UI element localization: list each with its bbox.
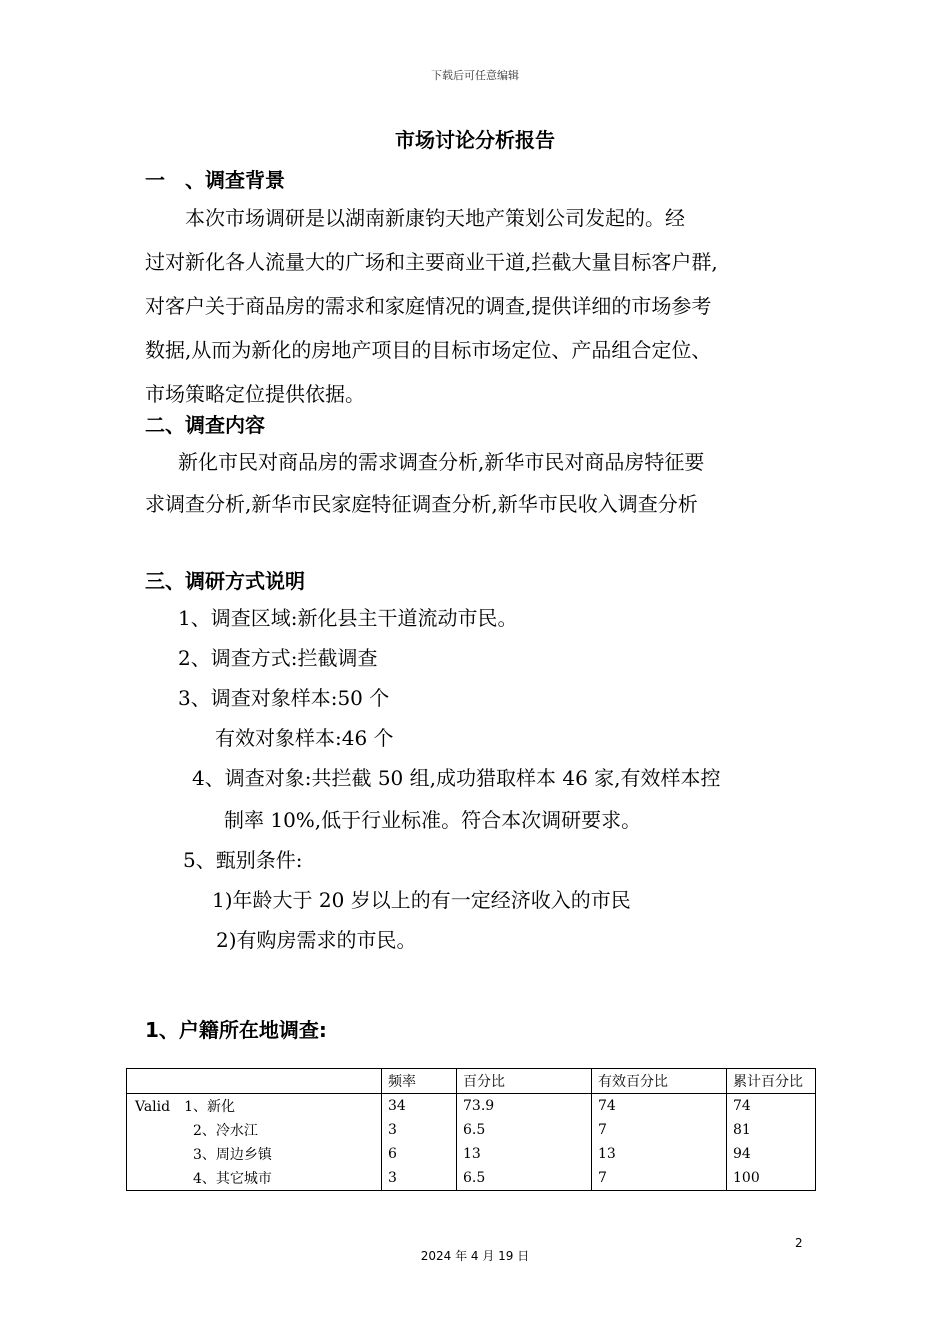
paragraph-line: 对客户关于商品房的需求和家庭情况的调查,提供详细的市场参考 bbox=[145, 294, 712, 318]
table-cell: 3、周边乡镇 bbox=[127, 1142, 382, 1166]
household-table bbox=[126, 1068, 816, 1191]
paragraph-line: 过对新化各人流量大的广场和主要商业干道,拦截大量目标客户群, bbox=[145, 250, 718, 274]
method-subitem: 2)有购房需求的市民。 bbox=[216, 928, 417, 952]
table-cell: 7 bbox=[592, 1118, 727, 1142]
table-cell: 6.5 bbox=[457, 1166, 592, 1191]
content-line: 求调查分析,新华市民家庭特征调查分析,新华市民收入调查分析 bbox=[145, 492, 698, 516]
page-number: 2 bbox=[795, 1236, 803, 1250]
table-row bbox=[127, 1094, 816, 1119]
table-cell: 34 bbox=[382, 1094, 457, 1119]
table-cell: 74 bbox=[727, 1094, 816, 1119]
table-cell: 13 bbox=[592, 1142, 727, 1166]
method-item: 1、调查区域:新化县主干道流动市民。 bbox=[178, 606, 518, 630]
paragraph-line: 市场策略定位提供依据。 bbox=[145, 382, 365, 406]
method-item: 3、调查对象样本:50 个 bbox=[178, 686, 390, 710]
section-heading-method: 三、调研方式说明 bbox=[145, 569, 305, 593]
table-cell: 73.9 bbox=[457, 1094, 592, 1119]
table-cell: 94 bbox=[727, 1142, 816, 1166]
table-cell: 3 bbox=[382, 1118, 457, 1142]
table-header-cell: 百分比 bbox=[457, 1069, 592, 1094]
section-heading-household: 1、户籍所在地调查: bbox=[145, 1018, 327, 1042]
paragraph-line: 本次市场调研是以湖南新康钧天地产策划公司发起的。经 bbox=[145, 206, 685, 230]
table-header-cell: 频率 bbox=[382, 1069, 457, 1094]
table-cell: 7 bbox=[592, 1166, 727, 1191]
table-cell: 2、冷水江 bbox=[127, 1118, 382, 1142]
background-paragraph bbox=[145, 196, 825, 416]
method-subitem: 1)年龄大于 20 岁以上的有一定经济收入的市民 bbox=[212, 888, 631, 912]
footer-date: 2024 年 4 月 19 日 bbox=[420, 1249, 530, 1263]
table-cell: 6.5 bbox=[457, 1118, 592, 1142]
table-cell: 74 bbox=[592, 1094, 727, 1119]
section-heading-background: 一 、调查背景 bbox=[145, 168, 285, 192]
table-header-row bbox=[127, 1069, 816, 1094]
page-title: 市场讨论分析报告 bbox=[395, 128, 555, 152]
method-item: 2、调查方式:拦截调查 bbox=[178, 646, 378, 670]
table-header-cell: 累计百分比 bbox=[727, 1069, 816, 1094]
section-heading-content: 二、调查内容 bbox=[145, 413, 265, 437]
method-item: 4、调查对象:共拦截 50 组,成功猎取样本 46 家,有效样本控 bbox=[192, 766, 721, 790]
method-item: 5、甄别条件: bbox=[183, 848, 303, 872]
table-cell: 4、其它城市 bbox=[127, 1166, 382, 1191]
content-line: 新化市民对商品房的需求调查分析,新华市民对商品房特征要 bbox=[178, 450, 705, 474]
table-header-cell bbox=[127, 1069, 382, 1094]
table-cell: 100 bbox=[727, 1166, 816, 1191]
method-item: 制率 10%,低于行业标准。符合本次调研要求。 bbox=[224, 808, 642, 832]
table-cell: 6 bbox=[382, 1142, 457, 1166]
table-cell: 81 bbox=[727, 1118, 816, 1142]
table-row bbox=[127, 1118, 816, 1142]
table-row bbox=[127, 1166, 816, 1191]
table-cell: 3 bbox=[382, 1166, 457, 1191]
paragraph-line: 数据,从而为新化的房地产项目的目标市场定位、产品组合定位、 bbox=[145, 338, 712, 362]
method-item: 有效对象样本:46 个 bbox=[215, 726, 394, 750]
table-row bbox=[127, 1142, 816, 1166]
table-cell: 13 bbox=[457, 1142, 592, 1166]
table-cell: Valid 1、新化 bbox=[127, 1094, 382, 1119]
header-note: 下载后可任意编辑 bbox=[431, 69, 519, 82]
table-header-cell: 有效百分比 bbox=[592, 1069, 727, 1094]
